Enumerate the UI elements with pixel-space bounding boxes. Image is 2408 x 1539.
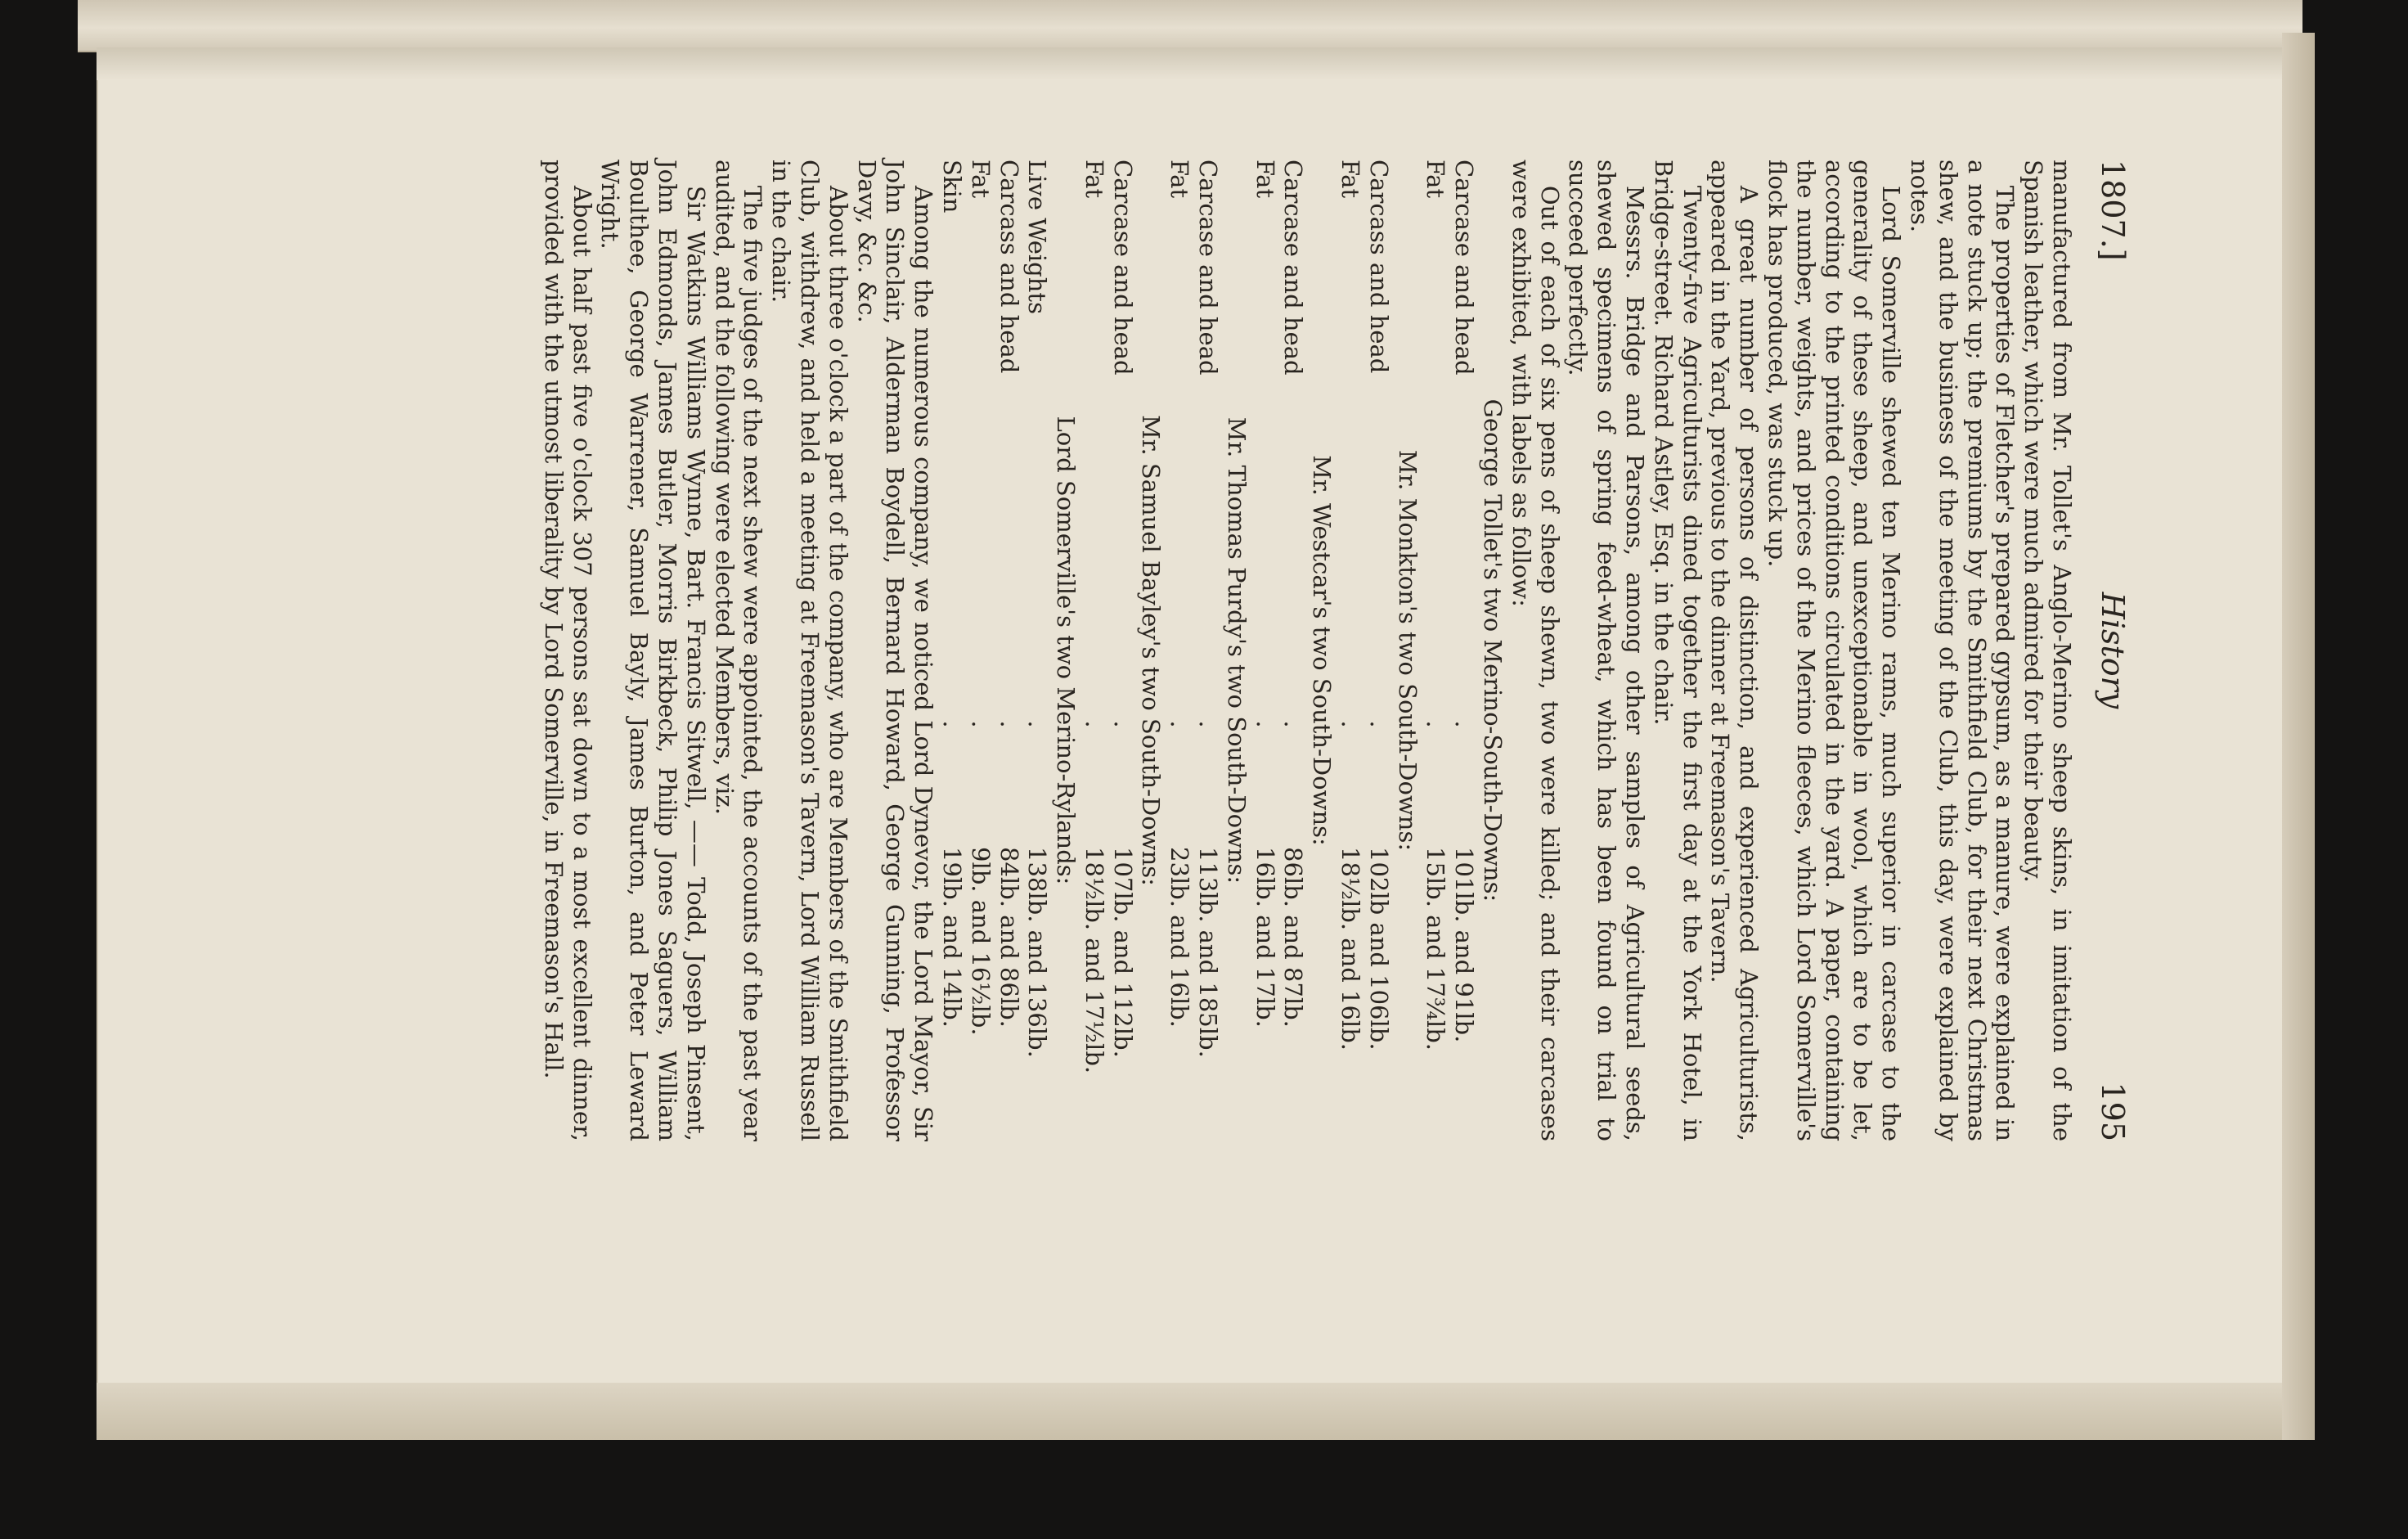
leader-dots: . bbox=[1450, 720, 1479, 728]
weight-label: Carcass and head bbox=[1364, 160, 1393, 374]
weight-label: Fat bbox=[1080, 160, 1108, 199]
weight-value: 23lb. and 16lb. bbox=[1166, 847, 1194, 1028]
weight-value: 84lb. and 86lb. bbox=[995, 847, 1023, 1028]
weight-label: Carcass and head bbox=[995, 160, 1023, 374]
label-heading: Mr. Westcar's two South-Downs: bbox=[1308, 455, 1337, 846]
leader-dots: . bbox=[1080, 720, 1108, 728]
weight-value: 102lb and 106lb. bbox=[1364, 847, 1393, 1051]
running-head bbox=[2091, 160, 2131, 1141]
weight-value: 15lb. and 17¾lb. bbox=[1422, 847, 1450, 1051]
upper-page-edge bbox=[78, 0, 2302, 52]
paragraph: Sir Watkins Williams Wynne, Bart. Francis Sitwell, —— Todd, Joseph Pinsent, John Edmonds, James Butler, Morris Birkbeck, Philip Jones Saguers, William Boulthee, George Warrener, Samuel Bayly, James Burton, and Peter Leward Wright. bbox=[596, 160, 710, 1141]
running-head-section: History bbox=[2095, 592, 2131, 709]
weight-row bbox=[1023, 160, 1052, 1141]
weight-value: 86lb. and 87lb. bbox=[1279, 847, 1308, 1028]
weight-value: 9lb. and 16½lb. bbox=[966, 847, 995, 1036]
leader-dots: . bbox=[1166, 720, 1194, 728]
weight-label: Fat bbox=[1422, 160, 1450, 199]
weight-row bbox=[1251, 160, 1279, 1141]
weight-row bbox=[1364, 160, 1393, 1141]
weight-value: 138lb. and 136lb. bbox=[1023, 847, 1052, 1058]
weight-label: Skin bbox=[937, 160, 966, 214]
weight-label: Carcase and head bbox=[1194, 160, 1223, 376]
paragraph: Messrs. Bridge and Parsons, among other samples of Agricultural seeds, shewed specimens of spring feed-wheat, which has been found on trial to succeed perfectly. bbox=[1564, 160, 1650, 1141]
weight-value: 18½lb. and 17½lb. bbox=[1080, 847, 1108, 1074]
paragraph: The five judges of the next shew were appointed, the accounts of the past year audited, and the following were elected Members, viz. bbox=[710, 160, 767, 1141]
label-heading: Mr. Thomas Purdy's two South-Downs: bbox=[1222, 416, 1251, 884]
weight-row bbox=[1080, 160, 1108, 1141]
weight-label: Live Weights bbox=[1023, 160, 1052, 314]
paragraph: The properties of Fletcher's prepared gypsum, as a manure, were explained in a note stuck up; the premiums by the Smithfield Club, for their next Christmas shew, and the business of the meeting of the Club, this day, were explained by notes. bbox=[1906, 160, 2019, 1141]
weight-value: 16lb. and 17lb. bbox=[1251, 847, 1279, 1028]
paragraph: About half past five o'clock 307 persons sat down to a most excellent dinner, provided with the utmost liberality by Lord Somerville, in Freemason's Hall. bbox=[539, 160, 596, 1141]
running-head-year: 1807.] bbox=[2095, 160, 2131, 261]
rotated-text-block bbox=[450, 160, 2131, 1141]
weight-value: 101lb. and 91lb. bbox=[1450, 847, 1479, 1043]
paragraph: Lord Somerville shewed ten Merino rams, much superior in carcase to the generality of these sheep, and unexceptionable in wool, which are to be let, according to the printed conditions circulated in the yard. A paper, containing the number, weights, and prices of the Merino fleeces, which Lord Somerville's flock has produced, was stuck up. bbox=[1763, 160, 1906, 1141]
label-heading: Mr. Samuel Bayley's two South-Downs: bbox=[1137, 415, 1166, 886]
paragraph: manufactured from Mr. Tollet's Anglo-Merino sheep skins, in imitation of the Spanish leather, which were much admired for their beauty. bbox=[2019, 160, 2076, 1141]
leader-dots: . bbox=[966, 720, 995, 728]
label-heading: Lord Somerville's two Merino-Rylands: bbox=[1052, 416, 1080, 885]
weight-row bbox=[1449, 160, 1478, 1141]
weight-row bbox=[1108, 160, 1137, 1141]
weight-value: 107lb. and 112lb. bbox=[1108, 847, 1137, 1058]
weight-label: Carcase and head bbox=[1108, 160, 1137, 376]
leader-dots: . bbox=[1108, 720, 1137, 728]
paragraph: Out of each of six pens of sheep shewn, two were killed; and their carcases were exhibited, with labels as follow: bbox=[1507, 160, 1564, 1141]
leader-dots: . bbox=[1422, 720, 1450, 728]
weight-row bbox=[1279, 160, 1308, 1141]
weight-row bbox=[995, 160, 1023, 1141]
label-heading: Mr. Monkton's two South-Downs: bbox=[1393, 449, 1422, 852]
paragraph: A great number of persons of distinction, and experienced Agriculturists, appeared in the Yard, previous to the dinner at Freemason's Tavern. bbox=[1706, 160, 1763, 1141]
leader-dots: . bbox=[1279, 720, 1308, 728]
weight-value: 19lb. and 14lb. bbox=[937, 847, 966, 1028]
page-number: 195 bbox=[2095, 1082, 2131, 1141]
leader-dots: . bbox=[937, 720, 966, 728]
weight-row bbox=[1336, 160, 1364, 1141]
weight-row bbox=[966, 160, 995, 1141]
leader-dots: . bbox=[1251, 720, 1279, 728]
weight-label: Carcase and head bbox=[1279, 160, 1308, 376]
weight-row bbox=[937, 160, 966, 1141]
weight-label: Carcase and head bbox=[1450, 160, 1479, 376]
page-bottom-edge bbox=[97, 1383, 2297, 1440]
weight-value: 113lb. and 185lb. bbox=[1194, 847, 1223, 1058]
weight-value: 18½lb. and 16lb. bbox=[1337, 847, 1365, 1051]
weight-label: Fat bbox=[1166, 160, 1194, 199]
weight-label: Fat bbox=[966, 160, 995, 199]
page-gutter bbox=[97, 47, 2297, 80]
label-heading: George Tollet's two Merino-South-Downs: bbox=[1479, 398, 1507, 902]
leader-dots: . bbox=[1364, 720, 1393, 728]
paragraph: Twenty-five Agriculturists dined together the first day at the York Hotel, in Bridge-street. Richard Astley, Esq. in the chair. bbox=[1649, 160, 1706, 1141]
weight-row bbox=[1193, 160, 1222, 1141]
leader-dots: . bbox=[1337, 720, 1365, 728]
leader-dots: . bbox=[995, 720, 1023, 728]
leader-dots: . bbox=[1023, 720, 1052, 728]
leader-dots: . bbox=[1194, 720, 1223, 728]
paragraph: About three o'clock a part of the company, who are Members of the Smithfield Club, withdrew, and held a meeting at Freemason's Tavern, Lord William Russell in the chair. bbox=[767, 160, 852, 1141]
weight-row bbox=[1166, 160, 1194, 1141]
weight-row bbox=[1422, 160, 1450, 1141]
book-fore-edge bbox=[2282, 33, 2315, 1440]
paragraph: Among the numerous company, we noticed Lord Dynevor, the Lord Mayor, Sir John Sinclair, Alderman Boydell, Bernard Howard, George Gunning, Professor Davy, &c. &c. bbox=[852, 160, 938, 1141]
weight-label: Fat bbox=[1251, 160, 1279, 199]
weight-label: Fat bbox=[1337, 160, 1365, 199]
